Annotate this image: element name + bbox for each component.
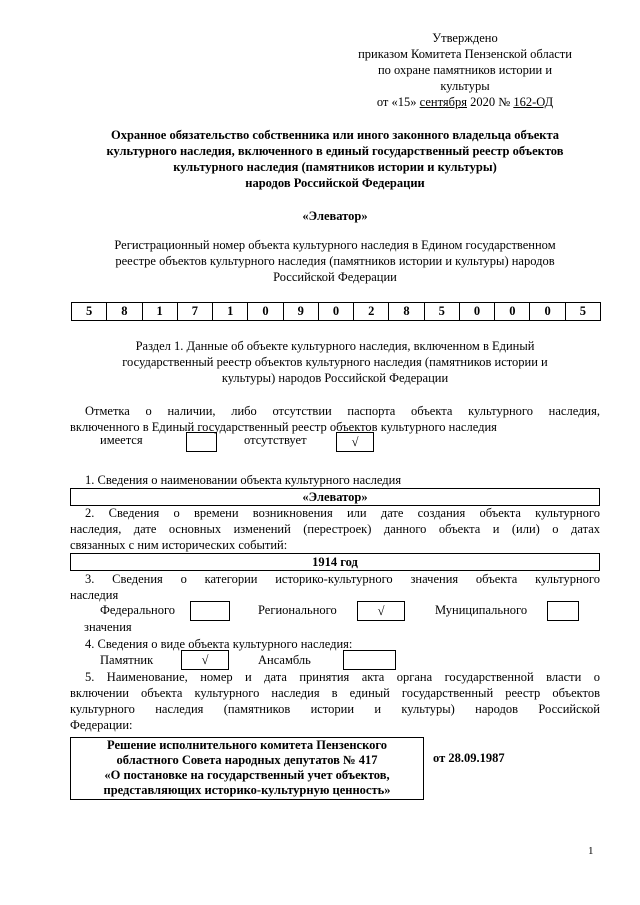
item-5-text: 5. Наименование, номер и дата принятия акта органа государственной власти о [85, 670, 600, 684]
ensemble-checkbox[interactable] [343, 650, 396, 670]
reg-digit: 1 [142, 303, 177, 321]
municipal-checkbox[interactable] [547, 601, 579, 621]
item-5-text-2: включении объекта культурного наследия в единый государственный реестр объектов культурного наследия (памятников истории и культуры) народов Российской Федерации: [70, 686, 600, 732]
section-1-heading: Раздел 1. Данные об объекте культурного наследия, включенном в Единый государственный реестр объектов культурного наследия (памятников истории и культуры) народов Российской Федерации [122, 339, 548, 385]
reg-digit: 5 [72, 303, 107, 321]
reg-digit: 0 [495, 303, 530, 321]
item-3-text: 3. Сведения о категории историко-культурного значения объекта культурного [85, 572, 600, 586]
monument-checkbox[interactable]: √ [181, 650, 229, 670]
municipal-label: Муниципального [435, 603, 528, 617]
passport-absent-label: отсутствует [244, 433, 307, 447]
document-title: Охранное обязательство собственника или иного законного владельца объекта культурного наследия, включенного в единый государственный реестр объектов культурного наследия (памятников истории и культуры) народов Российской Федерации [106, 128, 564, 190]
regional-label: Регионального [258, 603, 337, 617]
item-2-value: 1914 год [70, 553, 600, 571]
reg-digit: 5 [565, 303, 600, 321]
passport-text: Отметка о наличии, либо отсутствии паспорта объекта культурного наследия, [85, 404, 600, 418]
reg-digit: 8 [107, 303, 142, 321]
approval-stamp [340, 30, 590, 110]
item-4-label: 4. Сведения о виде объекта культурного наследия: [85, 637, 353, 651]
regional-checkbox[interactable]: √ [357, 601, 405, 621]
reg-digit: 5 [424, 303, 459, 321]
decision-date: от 28.09.1987 [433, 751, 505, 765]
approval-line: Утверждено [432, 31, 498, 45]
reg-digit: 8 [389, 303, 424, 321]
item-1-value: «Элеватор» [70, 488, 600, 506]
reg-digit: 0 [459, 303, 494, 321]
approval-line: приказом Комитета Пензенской области [358, 47, 572, 61]
approval-date: от «15» сентября 2020 № 162-ОД [376, 95, 554, 109]
ensemble-label: Ансамбль [258, 653, 311, 667]
passport-absent-checkbox[interactable]: √ [336, 432, 374, 452]
reg-digit: 0 [530, 303, 565, 321]
reg-digit: 9 [283, 303, 318, 321]
item-1-label: 1. Сведения о наименовании объекта культурного наследия [85, 473, 402, 487]
object-name-heading: «Элеватор» [302, 209, 368, 223]
monument-label: Памятник [100, 653, 154, 667]
item-2-text: 2. Сведения о времени возникновения или дате создания объекта культурного [85, 506, 600, 520]
reg-digit: 1 [213, 303, 248, 321]
reg-digit: 7 [177, 303, 212, 321]
item-3-text-2: наследия [70, 588, 119, 602]
approval-line: по охране памятников истории и [377, 63, 553, 77]
federal-checkbox[interactable] [190, 601, 230, 621]
passport-text-2: включенного в Единый государственный реестр объектов культурного наследия [70, 420, 497, 434]
reg-digit: 2 [354, 303, 389, 321]
passport-exists-checkbox[interactable] [186, 432, 217, 452]
decision-box: Решение исполнительного комитета Пензенского областного Совета народных депутатов № 417 «О постановке на государственный учет объектов, представляющих историко-культурную ценность» [70, 737, 424, 800]
approval-line: культуры [440, 79, 490, 93]
registration-number-table [71, 302, 601, 321]
federal-label: Федерального [100, 603, 176, 617]
reg-digit: 0 [318, 303, 353, 321]
passport-exists-label: имеется [100, 433, 143, 447]
reg-digit: 0 [248, 303, 283, 321]
item-3-tail: значения [84, 620, 132, 634]
item-2-text-2: наследия, дате основных изменений (перестроек) данного объекта и (или) о датах связанных с ним исторических событий: [70, 522, 600, 552]
page-number: 1 [588, 845, 594, 857]
registration-intro: Регистрационный номер объекта культурного наследия в Едином государственном реестре объектов культурного наследия (памятников истории и культуры) народов Российской Федерации [114, 238, 556, 284]
